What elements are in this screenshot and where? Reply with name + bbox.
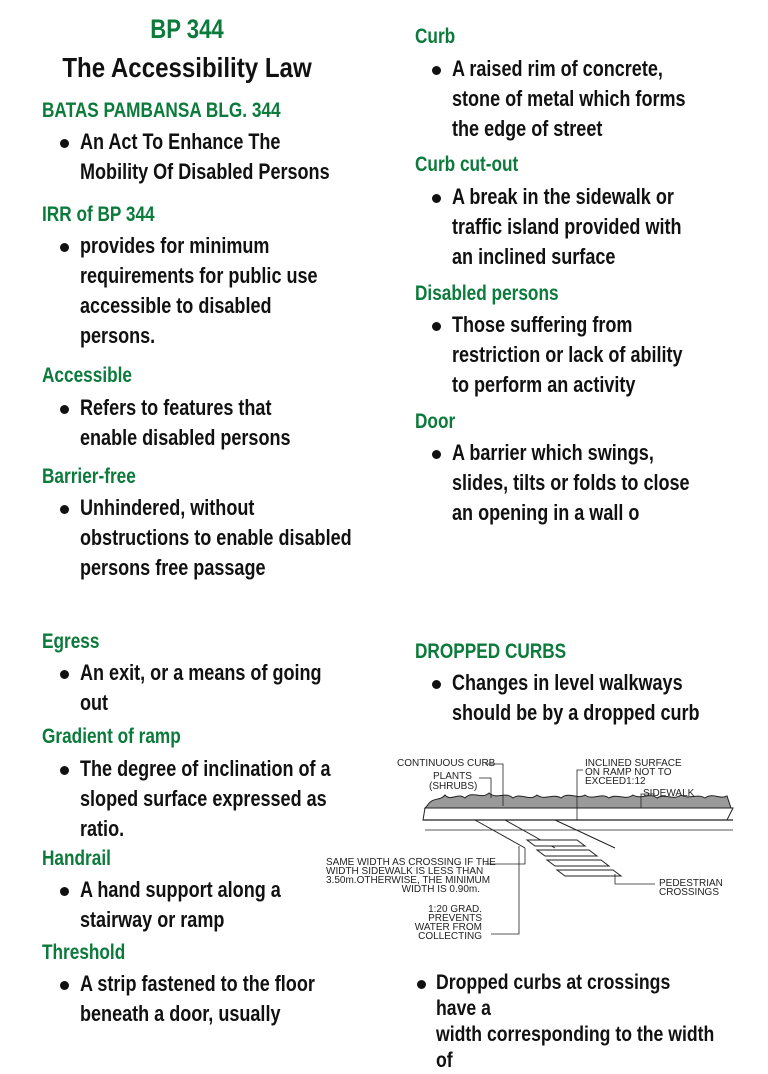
heading-handrail: Handrail: [42, 847, 111, 870]
label-shrubs: (SHRUBS): [429, 781, 478, 792]
crossing-stripe: [547, 860, 609, 866]
heading-gradient-of-ramp: Gradient of ramp: [42, 725, 181, 748]
bullet: [60, 505, 69, 514]
heading-batas-pambansa: BATAS PAMBANSA BLG. 344: [42, 99, 281, 122]
definition-threshold: A strip fastened to the floor beneath a door, usually: [80, 971, 315, 1026]
definition-accessible: Refers to features that enable disabled persons: [80, 395, 291, 450]
heading-egress: Egress: [42, 630, 100, 653]
definition-gradient-of-ramp: The degree of inclination of a sloped surface expressed as ratio.: [80, 756, 331, 841]
heading-door: Door: [415, 410, 456, 433]
label-grad-2: PREVENTS: [428, 913, 482, 924]
bullet: [432, 194, 441, 203]
label-pedestrian-1: PEDESTRIAN: [659, 878, 723, 889]
label-same-width-4: WIDTH IS 0.90m.: [401, 884, 480, 895]
definition-irr: provides for minimum requirements for public use accessible to disabled persons.: [80, 233, 318, 348]
dropped-curb-diagram: [315, 748, 755, 948]
bullet: [432, 680, 441, 689]
label-inclined-1: INCLINED SURFACE: [585, 758, 682, 769]
ramp-line: [475, 820, 525, 848]
heading-barrier-free: Barrier-free: [42, 465, 136, 488]
heading-threshold: Threshold: [42, 941, 126, 964]
label-same-width-3: 3.50m.OTHERWISE, THE MINIMUM: [326, 875, 491, 886]
bullet: [432, 66, 441, 75]
label-grad-1: 1:20 GRAD.: [428, 904, 482, 915]
definition-dropped-curbs: Changes in level walkways should be by a dropped curb: [452, 670, 700, 725]
heading-curb: Curb: [415, 25, 456, 48]
crossing-stripe: [557, 870, 621, 876]
definition-handrail: A hand support along a stairway or ramp: [80, 877, 281, 932]
heading-accessible: Accessible: [42, 364, 132, 387]
heading-dropped-curbs: DROPPED CURBS: [415, 640, 567, 663]
label-same-width-1: SAME WIDTH AS CROSSING IF THE: [326, 857, 496, 868]
dropped-curbs-note: Dropped curbs at crossings have a width corresponding to the width of: [436, 971, 715, 1072]
heading-disabled-persons: Disabled persons: [415, 282, 559, 305]
bullet: [432, 322, 441, 331]
sidewalk-slab: [423, 808, 733, 820]
label-plants: PLANTS: [433, 771, 472, 782]
label-same-width-2: WIDTH SIDEWALK IS LESS THAN: [326, 866, 484, 877]
label-grad-3: WATER FROM: [414, 922, 482, 933]
label-inclined-3: EXCEED1:12: [585, 776, 646, 787]
page-title: The Accessibility Law: [62, 52, 312, 83]
heading-curb-cut-out: Curb cut-out: [415, 153, 519, 176]
label-pedestrian-2: CROSSINGS: [659, 887, 720, 898]
label-sidewalk: SIDEWALK: [643, 788, 695, 799]
heading-irr: IRR of BP 344: [42, 203, 155, 226]
definition-curb: A raised rim of concrete, stone of metal which forms the edge of street: [452, 56, 686, 141]
definition-curb-cut-out: A break in the sidewalk or traffic island provided with an inclined surface: [452, 184, 682, 269]
bullet: [432, 450, 441, 459]
bullet: [60, 139, 69, 148]
bullet: [60, 766, 69, 775]
definition-door: A barrier which swings, slides, tilts or folds to close an opening in a wall o: [452, 440, 690, 525]
crossing-stripe: [537, 850, 597, 856]
definition-barrier-free: Unhindered, without obstructions to enable disabled persons free passage: [80, 495, 352, 580]
bullet: [417, 980, 426, 989]
page-title-code: BP 344: [150, 14, 224, 44]
definition-egress: An exit, or a means of going out: [80, 660, 322, 715]
definition-batas-pambansa: An Act To Enhance The Mobility Of Disabled Persons: [80, 129, 330, 184]
crossing-stripe: [527, 840, 585, 846]
label-continuous-curb: CONTINUOUS CURB: [397, 758, 496, 769]
bullet: [60, 887, 69, 896]
definition-disabled-persons: Those suffering from restriction or lack of ability to perform an activity: [452, 312, 683, 397]
label-grad-4: COLLECTING: [418, 931, 482, 942]
bullet: [60, 981, 69, 990]
bullet: [60, 670, 69, 679]
bullet: [60, 405, 69, 414]
label-inclined-2: ON RAMP NOT TO: [585, 767, 672, 778]
bullet: [60, 243, 69, 252]
